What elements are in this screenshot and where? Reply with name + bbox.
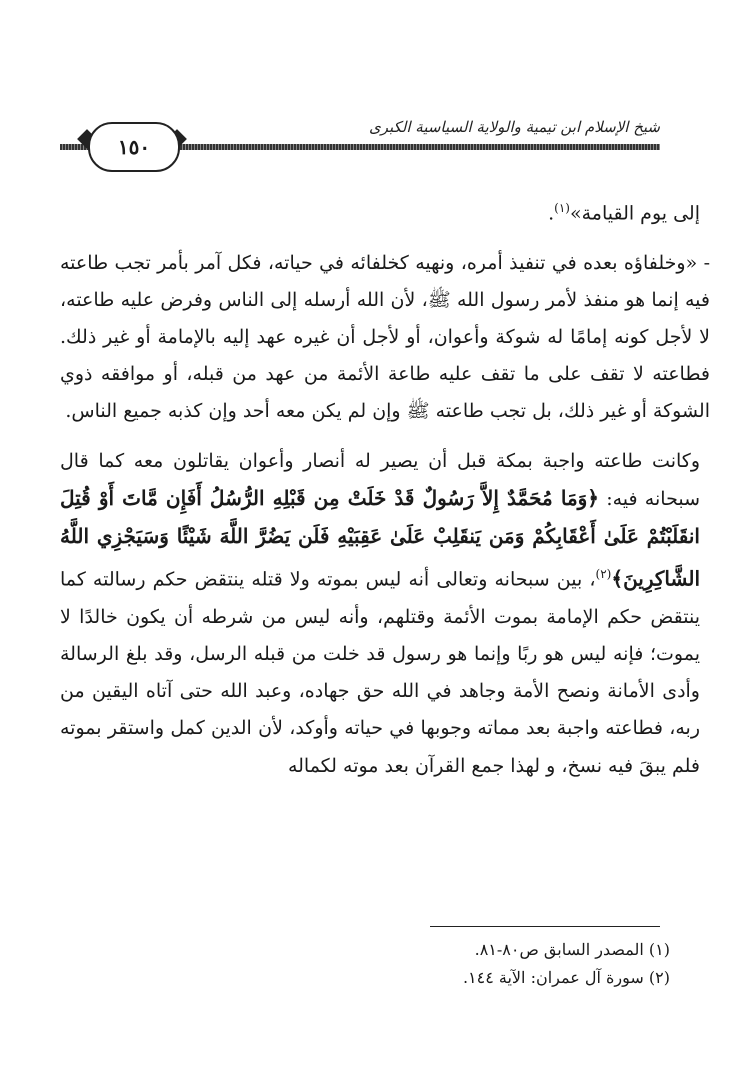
footnote-1: (١) المصدر السابق ص٨٠-٨١.	[474, 940, 670, 959]
footnotes	[200, 936, 670, 992]
main-text	[60, 190, 710, 785]
footnote-ref-1: (١)	[554, 201, 570, 215]
running-title: شيخ الإسلام ابن تيمية والولاية السياسية الكبرى	[368, 118, 660, 136]
paragraph-2: - «وخلفاؤه بعده في تنفيذ أمره، ونهيه كخلفائه في حياته، فكل آمر بأمر تجب طاعته فيه إنما هو منفذ لأمر رسول الله ﷺ، لأن الله أرسله إلى الناس وفرض عليه طاعته، لا لأجل كونه إمامًا له شوكة وأعوان، أو لأجل أن غيره عهد إليه بالإمامة أو غير ذلك. فطاعته لا تقف على ما تقف عليه طاعة الأئمة من عهد من قبله، أو موافقه ذوي الشوكة أو غير ذلك، بل تجب طاعته ﷺ وإن لم يكن معه أحد وإن كذبه جميع الناس.	[60, 251, 710, 423]
paragraph-1: إلى يوم القيامة»$^{(١)}$.	[548, 201, 700, 225]
page-header	[60, 108, 660, 168]
footnote-ref-2: (٢)	[595, 567, 612, 582]
footnote-2: (٢) سورة آل عمران: الآية ١٤٤.	[462, 968, 670, 987]
page-number: ١٥٠	[88, 122, 180, 172]
footnote-divider	[430, 926, 660, 927]
quran-verse: ﴿وَمَا مُحَمَّدٌ إِلاَّ رَسُولٌ قَدْ خَلَتْ مِن قَبْلِهِ الرُّسُلُ أَفَإِن مَّاتَ أَوْ قُتِلَ انقَلَبْتُمْ عَلَىٰ أَعْقَابِكُمْ وَمَن يَنقَلِبْ عَلَىٰ عَقِبَيْهِ فَلَن يَضُرَّ اللَّهَ شَيْئًا وَسَيَجْزِي اللَّهُ الشَّاكِرِينَ﴾	[60, 485, 700, 591]
paragraph-3: وكانت طاعته واجبة بمكة قبل أن يصير له أنصار وأعوان يقاتلون معه كما قال سبحانه فيه: ﴿وَمَا مُحَمَّدٌ إِلاَّ رَسُولٌ قَدْ خَلَتْ مِن قَبْلِهِ الرُّسُلُ أَفَإِن مَّاتَ أَوْ قُتِلَ انقَلَبْتُمْ عَلَىٰ أَعْقَابِكُمْ وَمَن يَنقَلِبْ عَلَىٰ عَقِبَيْهِ فَلَن يَضُرَّ اللَّهَ شَيْئًا وَسَيَجْزِي اللَّهُ الشَّاكِرِينَ﴾$^{(٢)}$، بين سبحانه وتعالى أنه ليس بموته ولا قتله ينتقض حكم رسالته كما ينتقض حكم الإمامة بموت الأئمة وقتلهم، وأنه ليس من شرطه أن يكون خالدًا لا يموت؛ فإنه ليس هو ربًا وإنما هو رسول قد خلت من قبله الرسل، وقد بلغ الرسالة وأدى الأمانة ونصح الأمة وجاهد في الله حق جهاده، وعبد الله حتى آتاه اليقين من ربه، فطاعته واجبة بعد مماته وجوبها في حياته وأوكد، لأن الدين كمل واستقر بموته فلم يبقَ فيه نسخ، و لهذا جمع القرآن بعد موته لكماله	[60, 449, 700, 777]
